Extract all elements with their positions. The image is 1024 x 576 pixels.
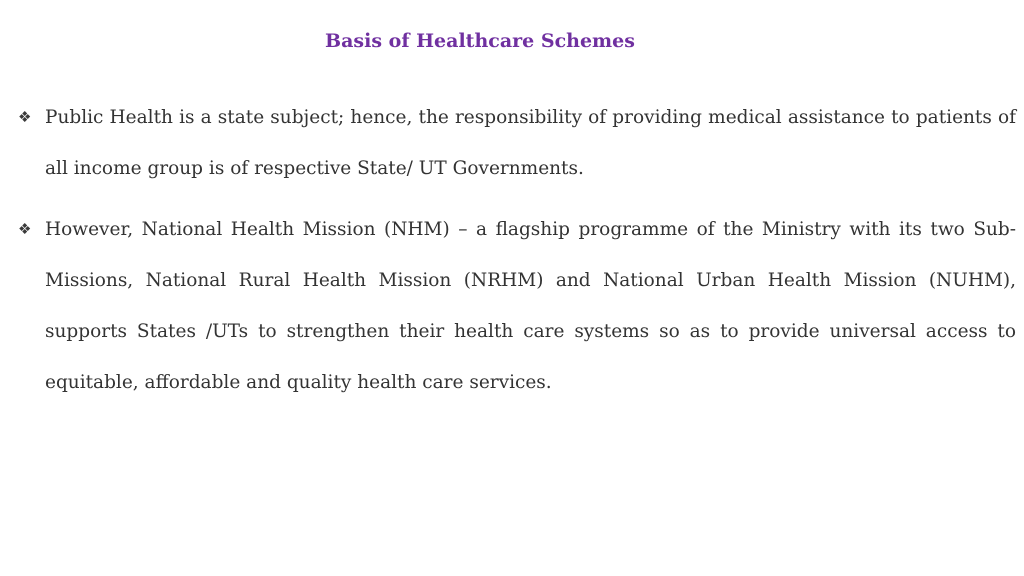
diamond-bullet-icon: ❖ (18, 220, 32, 238)
diamond-bullet-icon: ❖ (18, 108, 32, 126)
bullet-text: However, National Health Mission (NHM) – a flagship programme of the Ministry with its two Sub-Missions, National Rural Health Mission (NRHM) and National Urban Health Mission (NUHM), supports States /UTs to strengthen their health care systems so as to provide universal access to equitable, affordable and quality health care services. (45, 219, 1016, 393)
slide-title: Basis of Healthcare Schemes (325, 30, 635, 52)
bullet-item (18, 92, 1016, 194)
bullet-list (18, 92, 1016, 418)
bullet-item (18, 204, 1016, 408)
bullet-text: Public Health is a state subject; hence, the responsibility of providing medical assistance to patients of all income group is of respective State/ UT Governments. (45, 107, 1016, 179)
